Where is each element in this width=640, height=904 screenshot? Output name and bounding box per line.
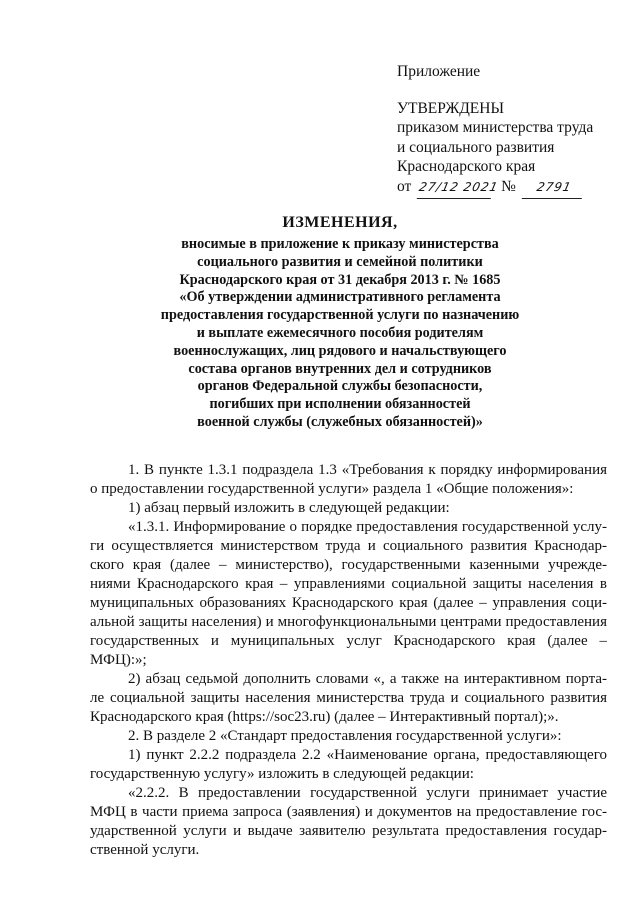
handwritten-number: 2791	[522, 178, 586, 199]
subtitle-line: «Об утверждении административного регламента	[179, 289, 501, 306]
date-prefix: от	[397, 177, 412, 195]
subtitle-line: военной службы (служебных обязанностей)»	[197, 413, 483, 430]
handwritten-date: 27/12 2021	[417, 178, 495, 199]
approval-line-1: приказом министерства труда	[397, 119, 594, 136]
approved-label: УТВЕРЖДЕНЫ	[397, 99, 504, 117]
body-line: альной защиты населения) и многофункциональными центрами предоставления	[90, 614, 607, 630]
body-line: 1) абзац первый изложить в следующей редакции:	[128, 500, 450, 516]
body-line: государственных и муниципальных услуг Краснодарского края (далее –	[90, 633, 607, 649]
body-line: ского края (далее – министерство), государственными казенными учрежде-	[90, 557, 607, 573]
appendix-label: Приложение	[397, 63, 481, 80]
body-line: Краснодарского края (https://soc23.ru) (далее – Интерактивный портал);».	[90, 709, 559, 725]
body-line: 2) абзац седьмой дополнить словами «, а также на интерактивном порта-	[128, 671, 607, 687]
subtitle-line: военнослужащих, лиц рядового и начальствующего	[173, 342, 507, 359]
approval-block	[397, 62, 633, 198]
subtitle-line: органов Федеральной службы безопасности,	[197, 378, 483, 395]
body-line: 1) пункт 2.2.2 подраздела 2.2 «Наименование органа, предоставляющего	[128, 747, 607, 763]
subtitle-line: состава органов внутренних дел и сотрудников	[188, 360, 492, 377]
document-body	[90, 461, 607, 860]
body-line: МФЦ):»;	[90, 652, 147, 668]
subtitle-line: погибших при исполнении обязанностей	[209, 396, 471, 413]
body-line: «1.3.1. Информирование о порядке предоставления государственной услу-	[128, 519, 607, 535]
body-line: ле социальной защиты населения министерства труда и социального развития	[90, 690, 607, 706]
body-line: ги осуществляется министерством труда и социального развития Краснодар-	[90, 538, 607, 554]
body-line: МФЦ в части приема запроса (заявления) и документов на предоставление гос-	[90, 804, 607, 820]
body-line: «2.2.2. В предоставлении государственной услуги принимает участие	[128, 785, 607, 801]
body-line: 2. В разделе 2 «Стандарт предоставления государственной услуги»:	[128, 728, 562, 744]
subtitle-line: вносимые в приложение к приказу министерства	[181, 236, 499, 252]
approval-line-2: и социального развития	[397, 138, 555, 156]
body-line: ственной услуги.	[90, 842, 200, 858]
approval-date-line	[397, 177, 633, 199]
subtitle-line: предоставления государственной услуги по назначению	[160, 307, 520, 324]
subtitle-line: социального развития и семейной политики	[197, 253, 483, 270]
document-title: ИЗМЕНЕНИЯ,	[282, 214, 398, 231]
subtitle-line: Краснодарского края от 31 декабря 2013 г. № 1685	[179, 271, 501, 288]
body-line: муниципальных образованиях Краснодарского края (далее – управления соци-	[90, 595, 607, 611]
document-subtitle	[150, 236, 530, 432]
body-line: о предоставлении государственной услуги» раздела 1 «Общие положения»:	[90, 481, 574, 497]
number-prefix: №	[501, 177, 516, 195]
body-line: государственную услугу» изложить в следующей редакции:	[90, 766, 474, 782]
approval-line-3: Краснодарского края	[397, 158, 536, 175]
body-line: ударственной услуги и выдаче заявителю результата предоставления государ-	[90, 823, 607, 839]
subtitle-line: и выплате ежемесячного пособия родителям	[196, 324, 484, 341]
body-line: 1. В пункте 1.3.1 подраздела 1.3 «Требования к порядку информирования	[128, 462, 607, 478]
body-line: ниями Краснодарского края – управлениями социальной защиты населения в	[90, 576, 607, 592]
